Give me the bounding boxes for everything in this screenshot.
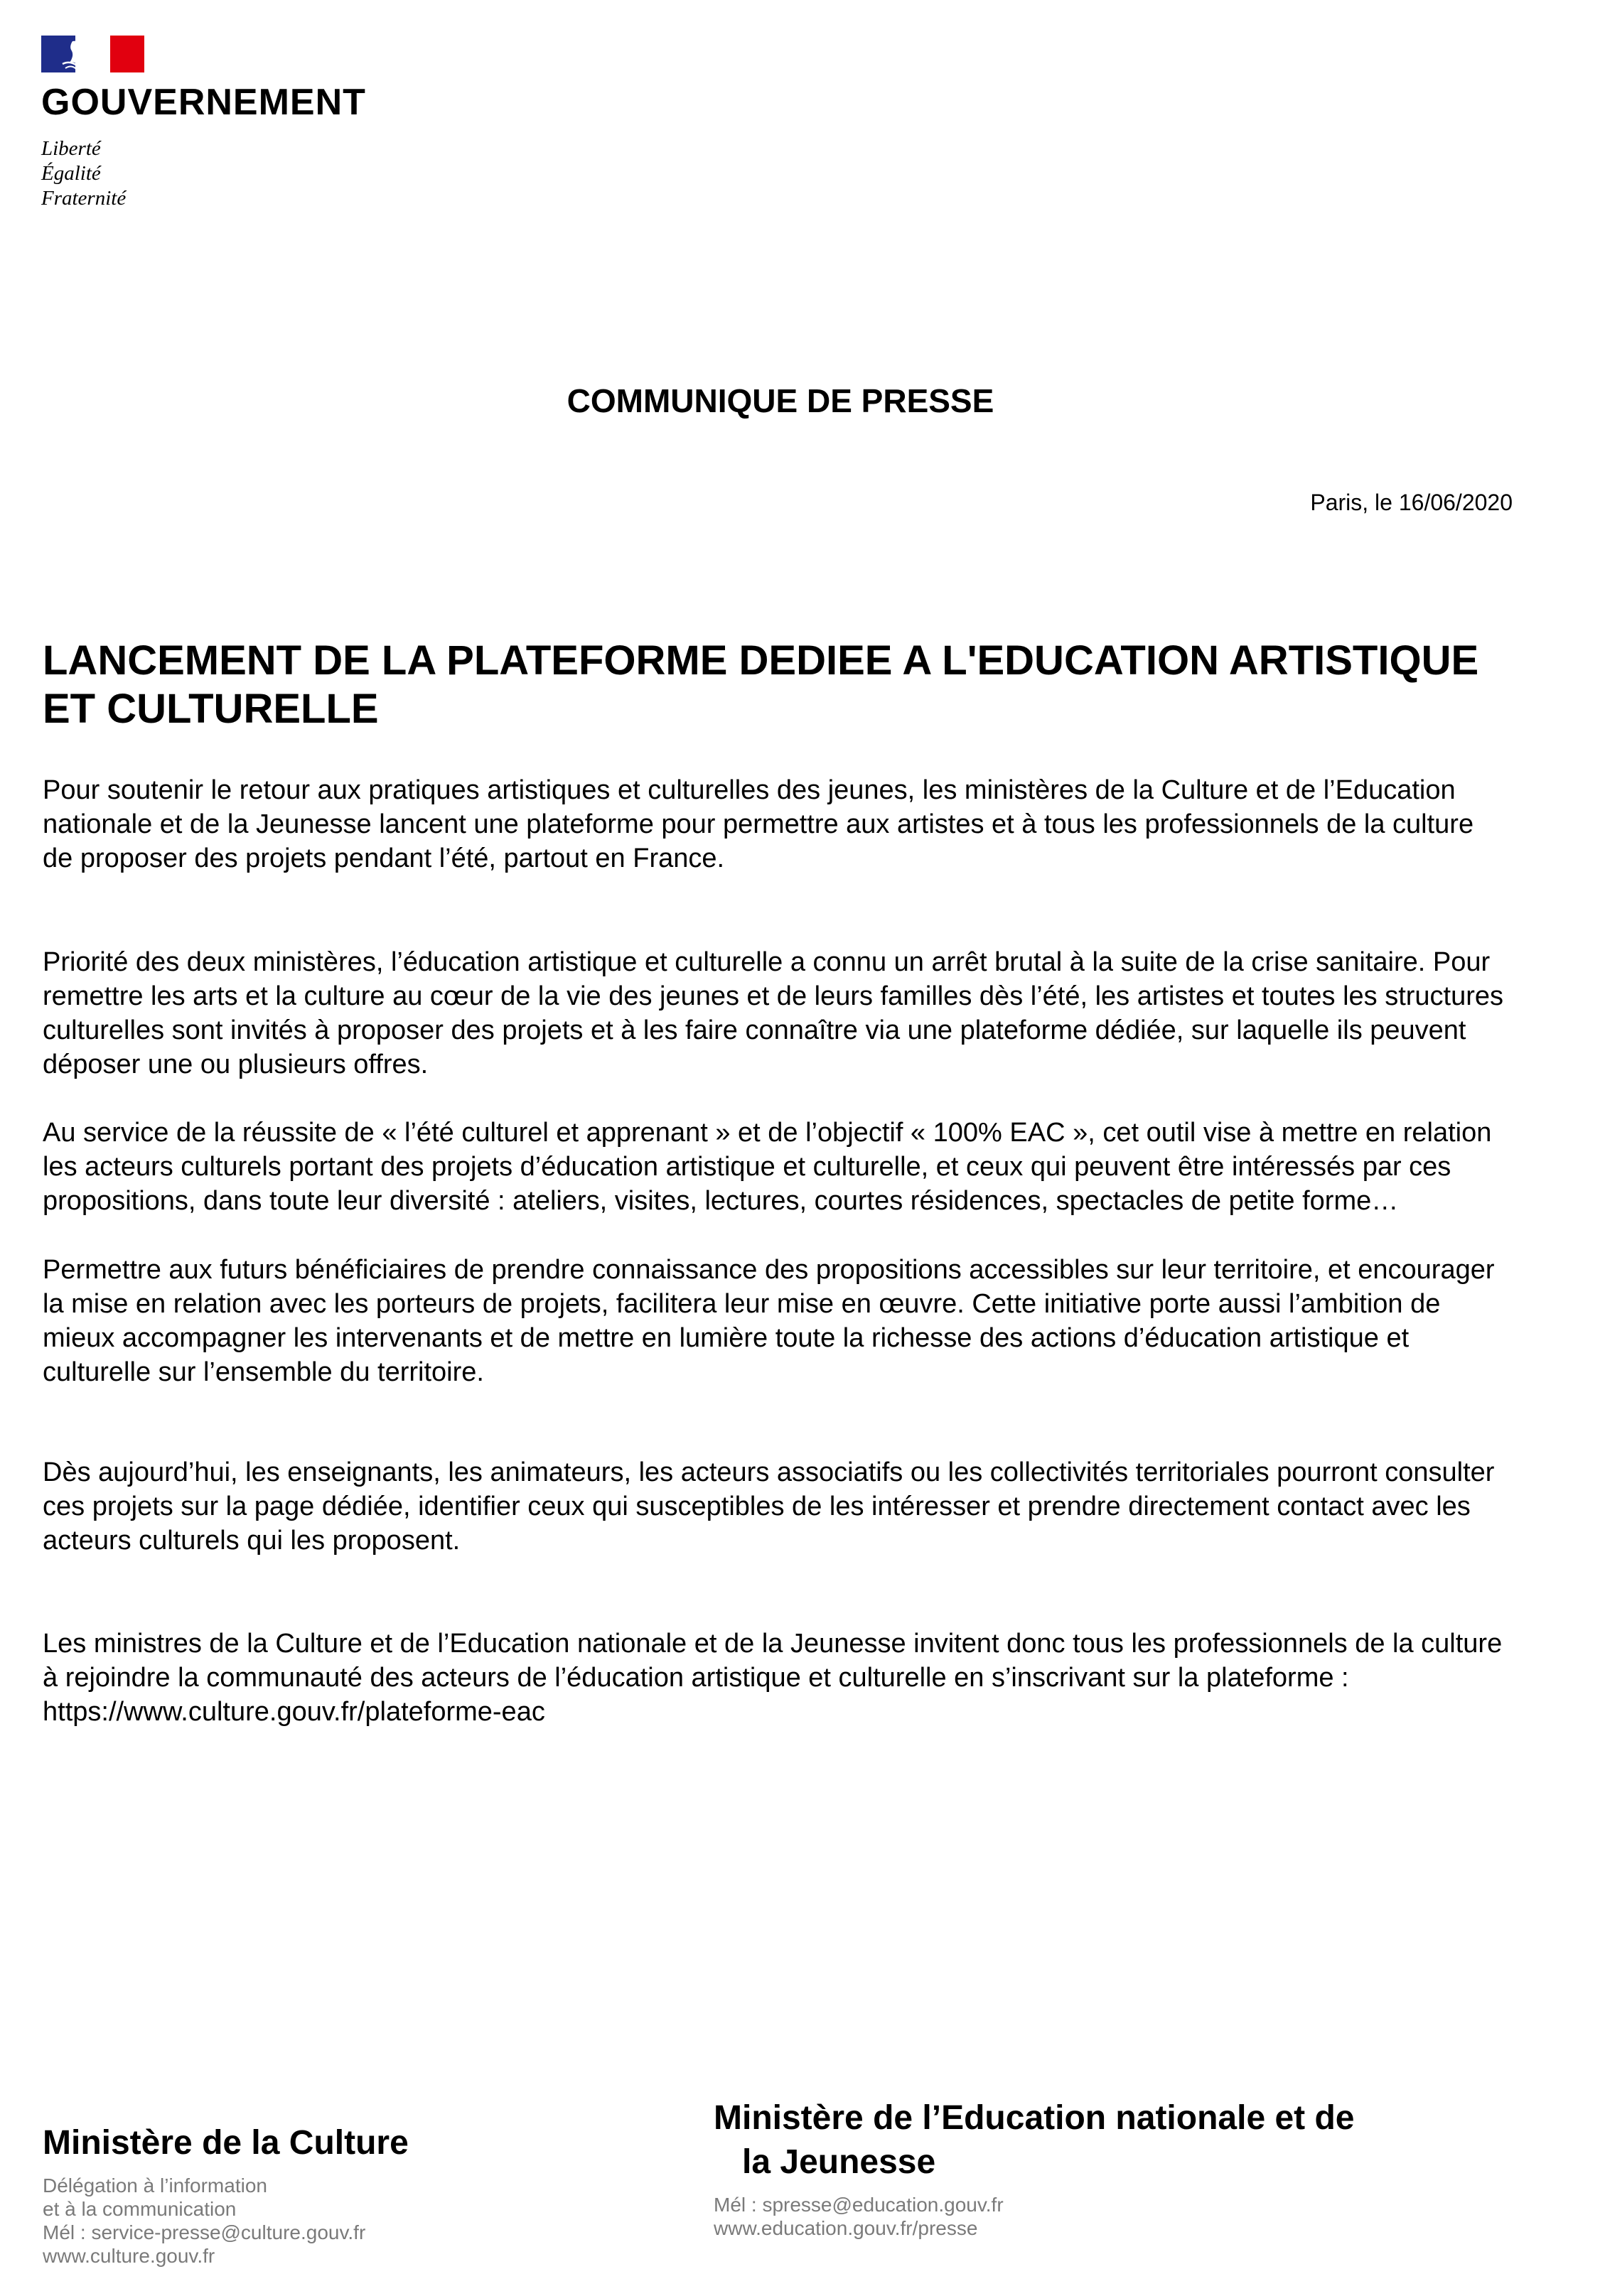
contact-line: et à la communication bbox=[43, 2198, 237, 2220]
contact-website: www.culture.gouv.fr bbox=[43, 2245, 215, 2267]
education-ministry-contact bbox=[714, 2096, 1496, 2240]
republic-motto bbox=[41, 136, 411, 211]
culture-contact-details bbox=[43, 2174, 682, 2268]
body-paragraph: Permettre aux futurs bénéficiaires de prendre connaissance des propositions accessibles sur leur territoire, et encourager la mise en relation avec les porteurs de projets, facilitera leur mise en œuvre. Cette initiative porte aussi l’ambition de mieux accompagner les intervenants et de mettre en lumière toute la richesse des actions d’éducation artistique et culturelle sur l’ensemble du territoire. bbox=[43, 1255, 1495, 1387]
body-paragraph: Au service de la réussite de « l’été culturel et apprenant » et de l’objectif « 100% EAC », cet outil vise à mettre en relation les acteurs culturels portant des projets d’éducation artistique et culturelle, et ceux qui peuvent être intéressés par ces propositions, dans toute leur diversité : ateliers, visites, lectures, courtes résidences, spectacles de petite forme… bbox=[43, 1118, 1492, 1216]
marianne-flag-icon bbox=[41, 36, 144, 72]
motto-fraternite: Fraternité bbox=[41, 187, 127, 210]
culture-ministry-name: Ministère de la Culture bbox=[43, 2124, 409, 2162]
contact-email: Mél : service-presse@culture.gouv.fr bbox=[43, 2221, 366, 2243]
education-ministry-name-line-2: la Jeunesse bbox=[742, 2143, 936, 2181]
body-paragraph: Pour soutenir le retour aux pratiques artistiques et culturelles des jeunes, les ministères de la Culture et de l’Education nationale et de la Jeunesse lancent une plateforme pour permettre aux artistes et à tous les professionnels de la culture de proposer des projets pendant l’été, partout en France. bbox=[43, 775, 1474, 873]
contact-line: Délégation à l’information bbox=[43, 2174, 267, 2197]
culture-ministry-contact bbox=[43, 2121, 682, 2268]
document-type: COMMUNIQUE DE PRESSE bbox=[567, 382, 994, 419]
title-line-2: ET CULTURELLE bbox=[43, 686, 379, 732]
motto-egalite: Égalité bbox=[41, 162, 101, 185]
education-ministry-name-line-1: Ministère de l’Education nationale et de bbox=[714, 2099, 1355, 2137]
education-contact-details bbox=[714, 2193, 1496, 2240]
body-paragraph: Priorité des deux ministères, l’éducation artistique et culturelle a connu un arrêt brutal à la suite de la crise sanitaire. Pour remettre les arts et la culture au cœur de la vie des jeunes et de leurs familles dès l’été, les artistes et toutes les structures culturelles sont invités à proposer des projets et à les faire connaître via une plateforme dédiée, sur laquelle ils peuvent déposer une ou plusieurs offres. bbox=[43, 947, 1504, 1079]
contact-email: Mél : spresse@education.gouv.fr bbox=[714, 2194, 1004, 2216]
press-release-title bbox=[43, 637, 1535, 733]
government-logo bbox=[41, 36, 411, 211]
document-date: Paris, le 16/06/2020 bbox=[1310, 490, 1513, 515]
contact-website: www.education.gouv.fr/presse bbox=[714, 2217, 978, 2239]
government-wordmark: GOUVERNEMENT bbox=[41, 82, 366, 123]
body-paragraph: Les ministres de la Culture et de l’Education nationale et de la Jeunesse invitent donc tous les professionnels de la culture à rejoindre la communauté des acteurs de l’éducation artistique et culturelle en s’inscrivant sur la plateforme : https://www.culture.gouv.fr/plateforme-eac bbox=[43, 1629, 1503, 1727]
motto-liberte: Liberté bbox=[41, 137, 101, 160]
body-paragraph: Dès aujourd’hui, les enseignants, les animateurs, les acteurs associatifs ou les collectivités territoriales pourront consulter ces projets sur la page dédiée, identifier ceux qui susceptibles de les intéresser et prendre directement contact avec les acteurs culturels qui les proposent. bbox=[43, 1457, 1495, 1556]
education-ministry-name bbox=[714, 2096, 1496, 2184]
title-line-1: LANCEMENT DE LA PLATEFORME DEDIEE A L'EDUCATION ARTISTIQUE bbox=[43, 637, 1479, 684]
